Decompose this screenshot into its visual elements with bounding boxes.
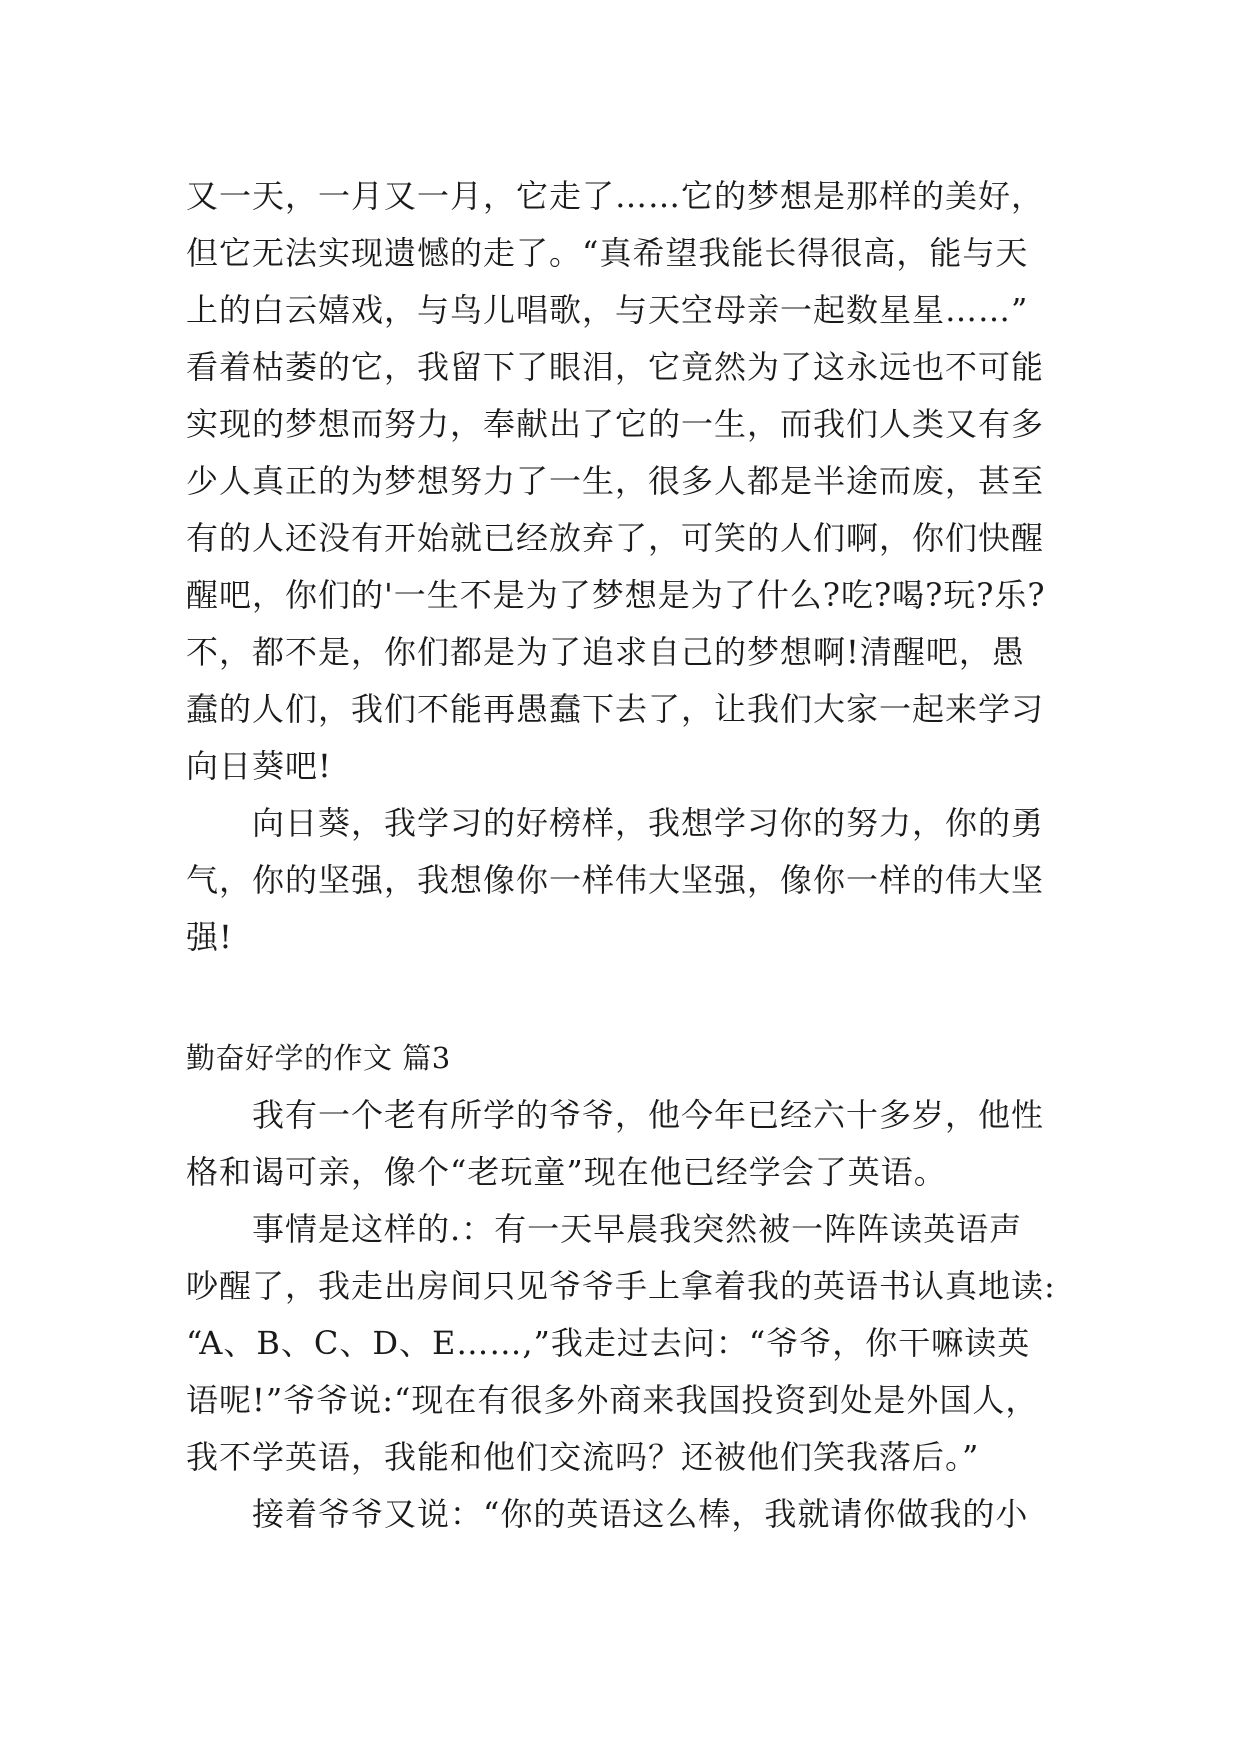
paragraph-line: 不，都不是，你们都是为了追求自己的梦想啊!清醒吧，愚 <box>186 633 1025 671</box>
paragraph-line: 又一天，一月又一月，它走了……它的梦想是那样的美好， <box>186 177 1045 215</box>
paragraph-line: 格和谒可亲，像个“老玩童”现在他已经学会了英语。 <box>186 1153 947 1191</box>
paragraph-line: 向日葵吧! <box>186 747 332 785</box>
paragraph-line: 接着爷爷又说：“你的英语这么棒，我就请你做我的小 <box>252 1495 1029 1533</box>
paragraph-line: 蠢的人们，我们不能再愚蠢下去了，让我们大家一起来学习 <box>186 690 1045 728</box>
paragraph-line: 上的白云嬉戏，与鸟儿唱歌，与天空母亲一起数星星……” <box>186 291 1029 329</box>
paragraph-line: 有的人还没有开始就已经放弃了，可笑的人们啊，你们快醒 <box>186 519 1045 557</box>
paragraph-line: 向日葵，我学习的好榜样，我想学习你的努力，你的勇 <box>252 804 1045 842</box>
section-heading: 勤奋好学的作文 篇3 <box>186 1041 451 1075</box>
paragraph-line: 看着枯萎的它，我留下了眼泪，它竟然为了这永远也不可能 <box>186 348 1045 386</box>
paragraph-line: 少人真正的为梦想努力了一生，很多人都是半途而废，甚至 <box>186 462 1045 500</box>
paragraph-line: 事情是这样的.：有一天早晨我突然被一阵阵读英语声 <box>252 1210 1023 1248</box>
paragraph-line: “A、B、C、D、E……,”我走过去问：“爷爷，你干嘛读英 <box>186 1324 1031 1362</box>
paragraph-line: 但它无法实现遗憾的走了。“真希望我能长得很高，能与天 <box>186 234 1029 272</box>
paragraph-line: 语呢!”爷爷说:“现在有很多外商来我国投资到处是外国人， <box>186 1381 1039 1419</box>
paragraph-line: 醒吧，你们的'一生不是为了梦想是为了什么?吃?喝?玩?乐? <box>186 576 1046 614</box>
paragraph-line: 气，你的坚强，我想像你一样伟大坚强，像你一样的伟大坚 <box>186 861 1045 899</box>
paragraph-line: 我有一个老有所学的爷爷，他今年已经六十多岁，他性 <box>252 1096 1045 1134</box>
paragraph-line: 吵醒了，我走出房间只见爷爷手上拿着我的英语书认真地读: <box>186 1267 1056 1305</box>
paragraph-line: 我不学英语，我能和他们交流吗？还被他们笑我落后。” <box>186 1438 980 1476</box>
paragraph-line: 实现的梦想而努力，奉献出了它的一生，而我们人类又有多 <box>186 405 1045 443</box>
paragraph-line: 强! <box>186 918 233 956</box>
